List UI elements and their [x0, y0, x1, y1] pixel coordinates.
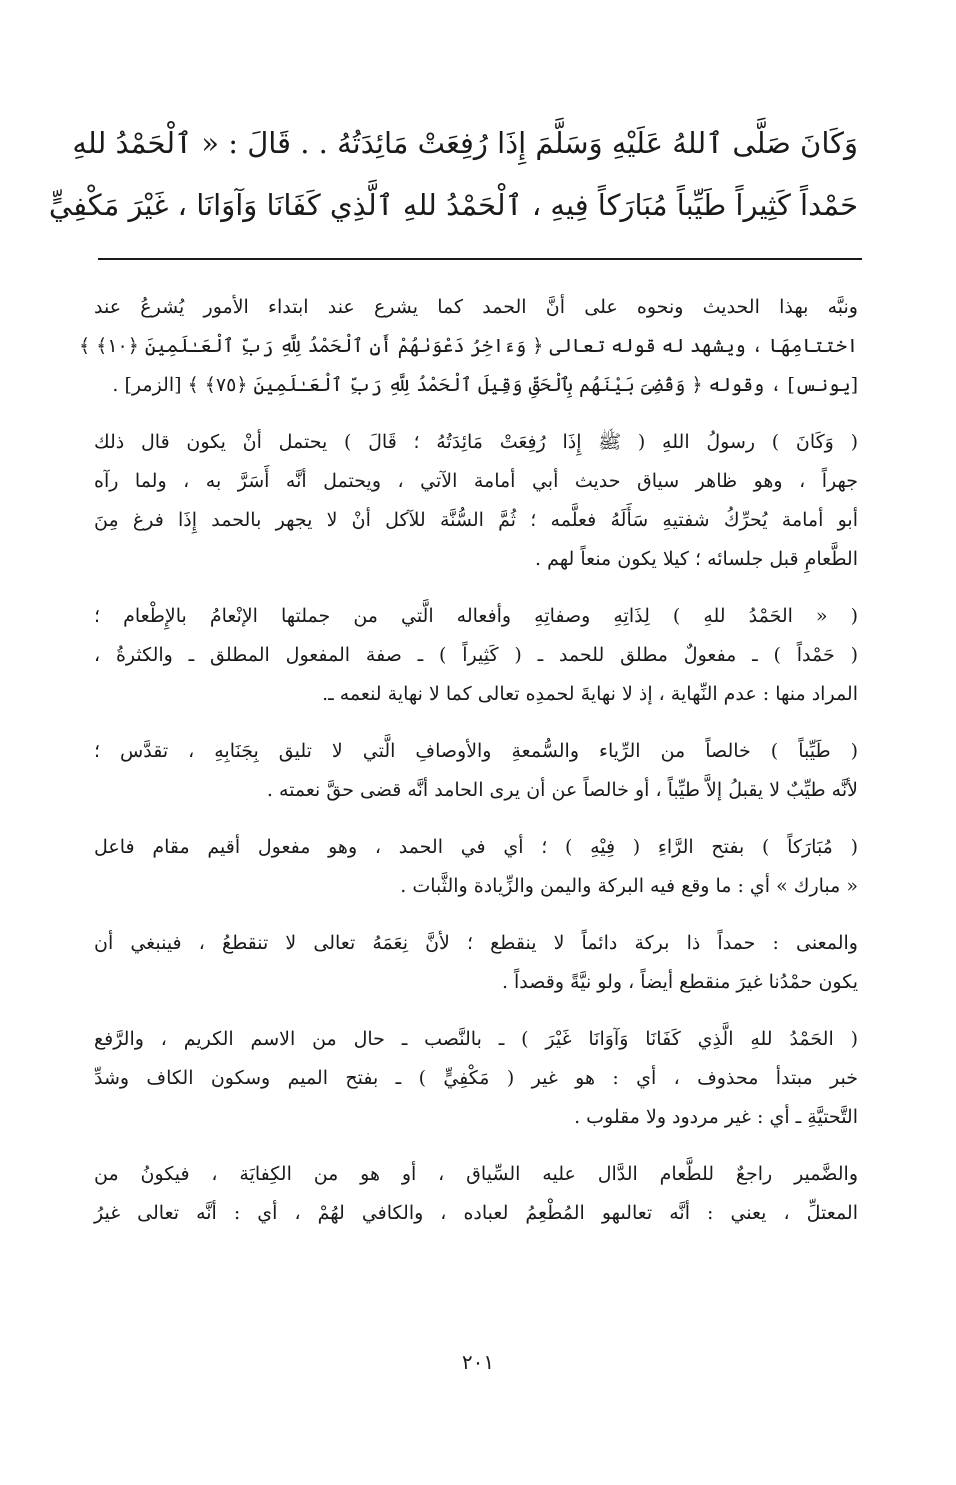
text-line: ( الحَمْدُ للهِ الَّذِي كَفَانَا وَآوَانَا غَيْرَ ) ـ بالنَّصب ـ حال من الاسم الكريم ، والرَّفع — [94, 1028, 858, 1050]
text-line: ( « الحَمْدُ للهِ ) لِذَاتِهِ وصفاتِهِ وأفعاله الَّتي من جملتها الإنْعامُ بالإِطْعام ؛ — [94, 605, 858, 627]
text-line: أبو أمامة يُحرِّكُ شفتيهِ سَأَلَهُ فعلَّمه ؛ ثُمَّ السُّنَّة للآكل أنْ لا يجهر بالحمد إِذَا فرغ مِنَ — [94, 509, 858, 531]
hadith-text — [48, 112, 858, 236]
text-line: ( حَمْداً ) ـ مفعولٌ مطلق للحمد ـ ( كَثِيراً ) ـ صفة المفعول المطلق ـ والكثرةُ ، — [94, 644, 858, 666]
text-line: الطَّعامِ قبل جلسائه ؛ كيلا يكون منعاً لهم . — [535, 548, 858, 570]
text-line: ونبَّه بهذا الحديث ونحوه على أنَّ الحمد كما يشرع عند ابتداء الأمور يُشرعُ عند — [94, 296, 858, 318]
text-line: « مبارك » أي : ما وقع فيه البركة واليمن والزِّيادة والثَّبات . — [400, 875, 858, 897]
text-line: [يونس] ، وقوله ﴿ وَقُضِىَ بَيْنَهُم بِٱلْحَقِّ وَقِيلَ ٱلْحَمْدُ لِلَّهِ رَبِّ ٱلْعَـٰلَمِينَ ﴿٧٥﴾ ﴾ [الزمر] . — [112, 374, 858, 396]
separator-rule — [98, 258, 862, 260]
commentary-paragraph — [94, 828, 858, 906]
commentary-paragraph — [94, 732, 858, 810]
text-line: ( طَيِّباً ) خالصاً من الرِّياء والسُّمعةِ والأوصافِ الَّتي لا تليق بِجَنَابِهِ ، تقدَّس ؛ — [94, 740, 858, 762]
hadith-line: وَكَانَ صَلَّى ٱللهُ عَلَيْهِ وَسَلَّمَ إِذَا رُفِعَتْ مَائِدَتُهُ . . قَالَ : « ٱلْحَمْدُ للهِ — [72, 126, 858, 160]
hadith-line: حَمْداً كَثِيراً طَيِّباً مُبَارَكاً فِيهِ ، ٱلْحَمْدُ للهِ ٱلَّذِي كَفَانَا وَآوَانَا ، غَيْرَ مَكْفِيٍّ — [48, 188, 858, 222]
text-line: لأنَّه طيِّبٌ لا يقبلُ إلاَّ طيِّباً ، أو خالصاً عن أن يرى الحامد أنَّه قضى حقَّ نعمته . — [266, 779, 858, 801]
text-line: ( وَكَانَ ) رسولُ اللهِ ( ﷺ إِذَا رُفِعَتْ مَائِدَتُهُ ؛ قَالَ ) يحتمل أنْ يكون قال ذلك — [94, 431, 858, 453]
text-line: يكون حمْدُنا غيرَ منقطع أيضاً ، ولو نيَّةً وقصداً . — [501, 971, 858, 993]
commentary-paragraph — [94, 924, 858, 1002]
text-line: خبر مبتدأ محذوف ، أي : هو غير ( مَكْفِيٍّ ) ـ بفتح الميم وسكون الكاف وشدِّ — [94, 1067, 858, 1089]
text-line: جهراً ، وهو ظاهر سياق حديث أبي أمامة الآتي ، ويحتمل أنَّه أَسَرَّ به ، ولما رآه — [94, 470, 858, 492]
text-line: اختتامِهَا ، ويشهد له قوله تعالى ﴿ وَءَاخِرُ دَعْوَىٰهُمْ أَنِ ٱلْحَمْدُ لِلَّهِ رَبِّ ٱلْعَـٰلَمِينَ ﴿١٠﴾ ﴾ — [79, 335, 858, 357]
commentary-paragraph — [94, 423, 858, 579]
text-line: التَّحتيَّةِ ـ أي : غير مردود ولا مقلوب . — [574, 1106, 858, 1128]
commentary-paragraph — [94, 1155, 858, 1233]
page-number: ٢٠١ — [461, 1350, 495, 1374]
text-line: ( مُبَارَكاً ) بفتح الرَّاءِ ( فِيْهِ ) ؛ أي في الحمد ، وهو مفعول أقيم مقام فاعل — [94, 836, 858, 858]
text-line: والمعنى : حمداً ذا بركة دائماً لا ينقطع ؛ لأنَّ نِعَمَهُ تعالى لا تنقطعُ ، فينبغي أن — [94, 932, 858, 954]
commentary-paragraph — [79, 288, 858, 405]
commentary — [79, 288, 858, 1251]
commentary-paragraph — [94, 597, 858, 714]
text-line: والضَّمير راجعٌ للطَّعام الدَّال عليه السِّياق ، أو هو من الكِفايَة ، فيكونُ من — [94, 1163, 858, 1185]
text-line: المراد منها : عدم النِّهاية ، إذ لا نهايةَ لحمدِه تعالى كما لا نهاية لنعمه ـ. — [322, 683, 858, 705]
text-line: المعتلِّ ، يعني : أنَّه تعالىهو المُطْعِمُ لعباده ، والكافي لهُمْ ، أي : أنَّه تعالى غيرُ — [94, 1202, 858, 1224]
commentary-paragraph — [94, 1020, 858, 1137]
